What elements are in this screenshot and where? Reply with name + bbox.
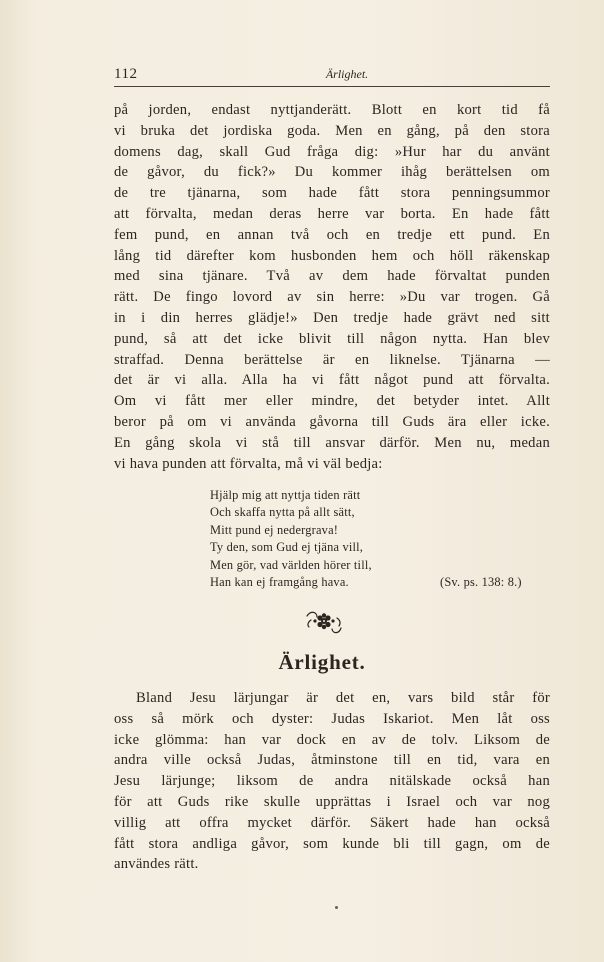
text-line: straffad. Denna berättelse är en liknelse. Tjänarna — bbox=[114, 351, 550, 368]
text-line: in i din herres glädje!» Den tredje hade grävt ned sitt bbox=[114, 309, 550, 326]
verse-line: Och skaffa nytta på allt sätt, bbox=[210, 505, 355, 520]
text-line: pund, så att det icke blivit till någon nytta. Han blev bbox=[114, 330, 550, 347]
hymn-reference: (Sv. ps. 138: 8.) bbox=[440, 575, 522, 589]
text-line: vi bruka det jordiska goda. Men en gång, på den stora bbox=[114, 122, 550, 139]
text-line: andra ville också Judas, åtminstone till en tid, vara en bbox=[114, 752, 550, 769]
text-line: beror på om vi använda gåvorna till Guds ära eller icke. bbox=[114, 413, 550, 430]
text-line: på jorden, endast nyttjanderätt. Blott en kort tid få bbox=[114, 102, 550, 118]
text-line: icke glömma: han var dock en av de tolv. Liksom de bbox=[114, 731, 550, 748]
page-speck bbox=[335, 906, 338, 909]
text-line: lång tid därefter kom husbonden hem och höll räkenskap bbox=[114, 247, 550, 264]
text-line: vi hava punden att förvalta, må vi väl bedja: bbox=[114, 455, 383, 472]
text-line: med sina tjänare. Två av dem hade förvaltat punden bbox=[114, 268, 550, 285]
running-title: Ärlighet. bbox=[325, 67, 369, 81]
text-line: användes rätt. bbox=[114, 856, 199, 873]
text-line: för att Guds rike skulle upprättas i Israel och var nog bbox=[114, 793, 550, 810]
text-line: fem pund, en annan två och en tredje ett pund. En bbox=[114, 226, 550, 243]
section-paragraph bbox=[114, 688, 550, 875]
text-line: Bland Jesu lärjungar är det en, vars bild står för bbox=[136, 690, 550, 706]
body-paragraph bbox=[114, 100, 550, 474]
verse-line: Hjälp mig att nyttja tiden rätt bbox=[210, 488, 361, 502]
text-line: villig att offra mycket därför. Säkert hade han också bbox=[114, 814, 550, 831]
text-line: det är vi alla. Alla ha vi fått något pund att förvalta. bbox=[114, 372, 550, 389]
text-line: En gång skola vi stå till ansvar därför. Men nu, medan bbox=[114, 434, 550, 451]
text-line: de tre tjänarna, som hade fått stora penningsummor bbox=[114, 185, 550, 202]
text-line: att förvalta, medan deras herre var borta. En hade fått bbox=[114, 205, 550, 222]
floral-ornament-icon bbox=[303, 608, 345, 636]
text-line: Jesu lärjunge; liksom de andra nitälskade också han bbox=[114, 773, 550, 790]
section-title: Ärlighet. bbox=[278, 650, 366, 674]
verse-line: Ty den, som Gud ej tjäna vill, bbox=[210, 540, 364, 555]
text-line: rätt. De fingo lovord av sin herre: »Du var trogen. Gå bbox=[114, 289, 550, 306]
text-line: Om vi fått mer eller mindre, det betyder intet. Allt bbox=[114, 393, 550, 410]
text-line: domens dag, skall Gud fråga dig: »Hur har du använt bbox=[114, 143, 550, 160]
hymn-verse bbox=[210, 487, 556, 591]
text-line: oss så mörk och dyster: Judas Iskariot. Men låt oss bbox=[114, 710, 550, 727]
verse-line: Mitt pund ej nedergrava! bbox=[210, 522, 339, 537]
text-line: de gåvor, du fick?» Du kommer ihåg berättelsen om bbox=[114, 164, 550, 181]
page-number: 112 bbox=[114, 66, 138, 82]
page-header bbox=[114, 66, 550, 87]
verse-line: Men gör, vad världen hörer till, bbox=[210, 557, 372, 572]
text-line: fått stora andliga gåvor, som kunde bli till gagn, om de bbox=[114, 835, 550, 852]
verse-line: Han kan ej framgång hava. bbox=[210, 575, 349, 590]
